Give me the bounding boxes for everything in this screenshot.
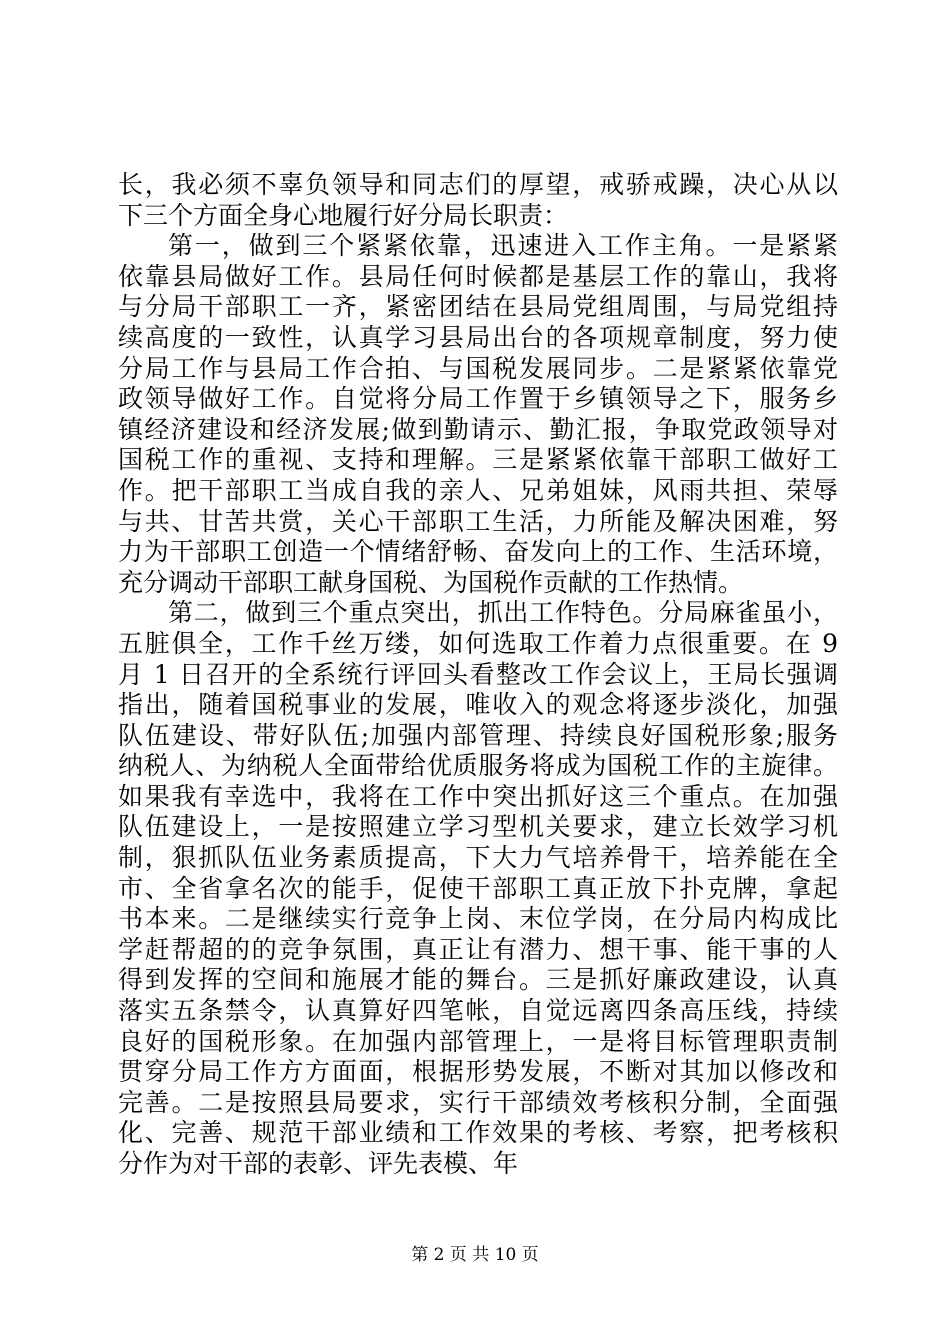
page-footer: 第 2 页 共 10 页 bbox=[411, 1245, 539, 1265]
text-line: 纳税人、为纳税人全面带给优质服务将成为国税工作的主旋律。 bbox=[118, 751, 838, 781]
text-line: 落实五条禁令，认真算好四笔帐，自觉远离四条高压线，持续 bbox=[118, 996, 838, 1026]
text-line: 分作为对干部的表彰、评先表模、年 bbox=[118, 1149, 519, 1178]
text-line: 指出，随着国税事业的发展，唯收入的观念将逐步淡化，加强 bbox=[118, 690, 838, 720]
text-line: 良好的国税形象。在加强内部管理上，一是将目标管理职责制 bbox=[118, 1026, 838, 1056]
text-line: 月 1 日召开的全系统行评回头看整改工作会议上，王局长强调 bbox=[118, 659, 838, 689]
text-line: 化、完善、规范干部业绩和工作效果的考核、考察，把考核积 bbox=[118, 1118, 838, 1148]
text-line: 力为干部职工创造一个情绪舒畅、奋发向上的工作、生活环境， bbox=[118, 537, 838, 567]
text-line: 市、全省拿名次的能手，促使干部职工真正放下扑克牌，拿起 bbox=[118, 873, 838, 903]
text-line: 依靠县局做好工作。县局任何时候都是基层工作的靠山，我将 bbox=[118, 261, 838, 291]
text-line: 学赶帮超的的竞争氛围，真正让有潜力、想干事、能干事的人 bbox=[118, 934, 838, 964]
text-line: 得到发挥的空间和施展才能的舞台。三是抓好廉政建设，认真 bbox=[118, 965, 838, 995]
text-line: 第一，做到三个紧紧依靠，迅速进入工作主角。一是紧紧 bbox=[168, 231, 838, 261]
text-line: 长，我必须不辜负领导和同志们的厚望，戒骄戒躁，决心从以 bbox=[118, 170, 838, 199]
body-text bbox=[118, 170, 838, 1180]
text-line: 制，狠抓队伍业务素质提高，下大力气培养骨干，培养能在全 bbox=[118, 843, 838, 873]
text-line: 续高度的一致性，认真学习县局出台的各项规章制度，努力使 bbox=[118, 322, 838, 352]
text-line: 作。把干部职工当成自我的亲人、兄弟姐妹，风雨共担、荣辱 bbox=[118, 475, 838, 505]
text-line: 完善。二是按照县局要求，实行干部绩效考核积分制，全面强 bbox=[118, 1087, 838, 1117]
text-line: 与共、甘苦共赏，关心干部职工生活，力所能及解决困难，努 bbox=[118, 506, 838, 536]
text-line: 队伍建设上，一是按照建立学习型机关要求，建立长效学习机 bbox=[118, 812, 838, 842]
text-line: 队伍建设、带好队伍;加强内部管理、持续良好国税形象;服务 bbox=[118, 720, 838, 750]
text-line: 分局工作与县局工作合拍、与国税发展同步。二是紧紧依靠党 bbox=[118, 353, 838, 383]
text-line: 贯穿分局工作方方面面，根据形势发展，不断对其加以修改和 bbox=[118, 1057, 838, 1087]
text-line: 与分局干部职工一齐，紧密团结在县局党组周围，与局党组持 bbox=[118, 292, 838, 322]
text-line: 镇经济建设和经济发展;做到勤请示、勤汇报，争取党政领导对 bbox=[118, 414, 838, 444]
text-line: 下三个方面全身心地履行好分局长职责： bbox=[118, 200, 569, 230]
text-line: 充分调动干部职工献身国税、为国税作贡献的工作热情。 bbox=[118, 567, 744, 597]
text-line: 如果我有幸选中，我将在工作中突出抓好这三个重点。在加强 bbox=[118, 781, 838, 811]
text-line: 第二，做到三个重点突出，抓出工作特色。分局麻雀虽小， bbox=[168, 598, 838, 628]
text-line: 五脏俱全，工作千丝万缕，如何选取工作着力点很重要。在 9 bbox=[118, 628, 838, 658]
text-line: 书本来。二是继续实行竞争上岗、末位学岗，在分局内构成比 bbox=[118, 904, 838, 934]
text-line: 国税工作的重视、支持和理解。三是紧紧依靠干部职工做好工 bbox=[118, 445, 838, 475]
text-line: 政领导做好工作。自觉将分局工作置于乡镇领导之下，服务乡 bbox=[118, 384, 838, 414]
